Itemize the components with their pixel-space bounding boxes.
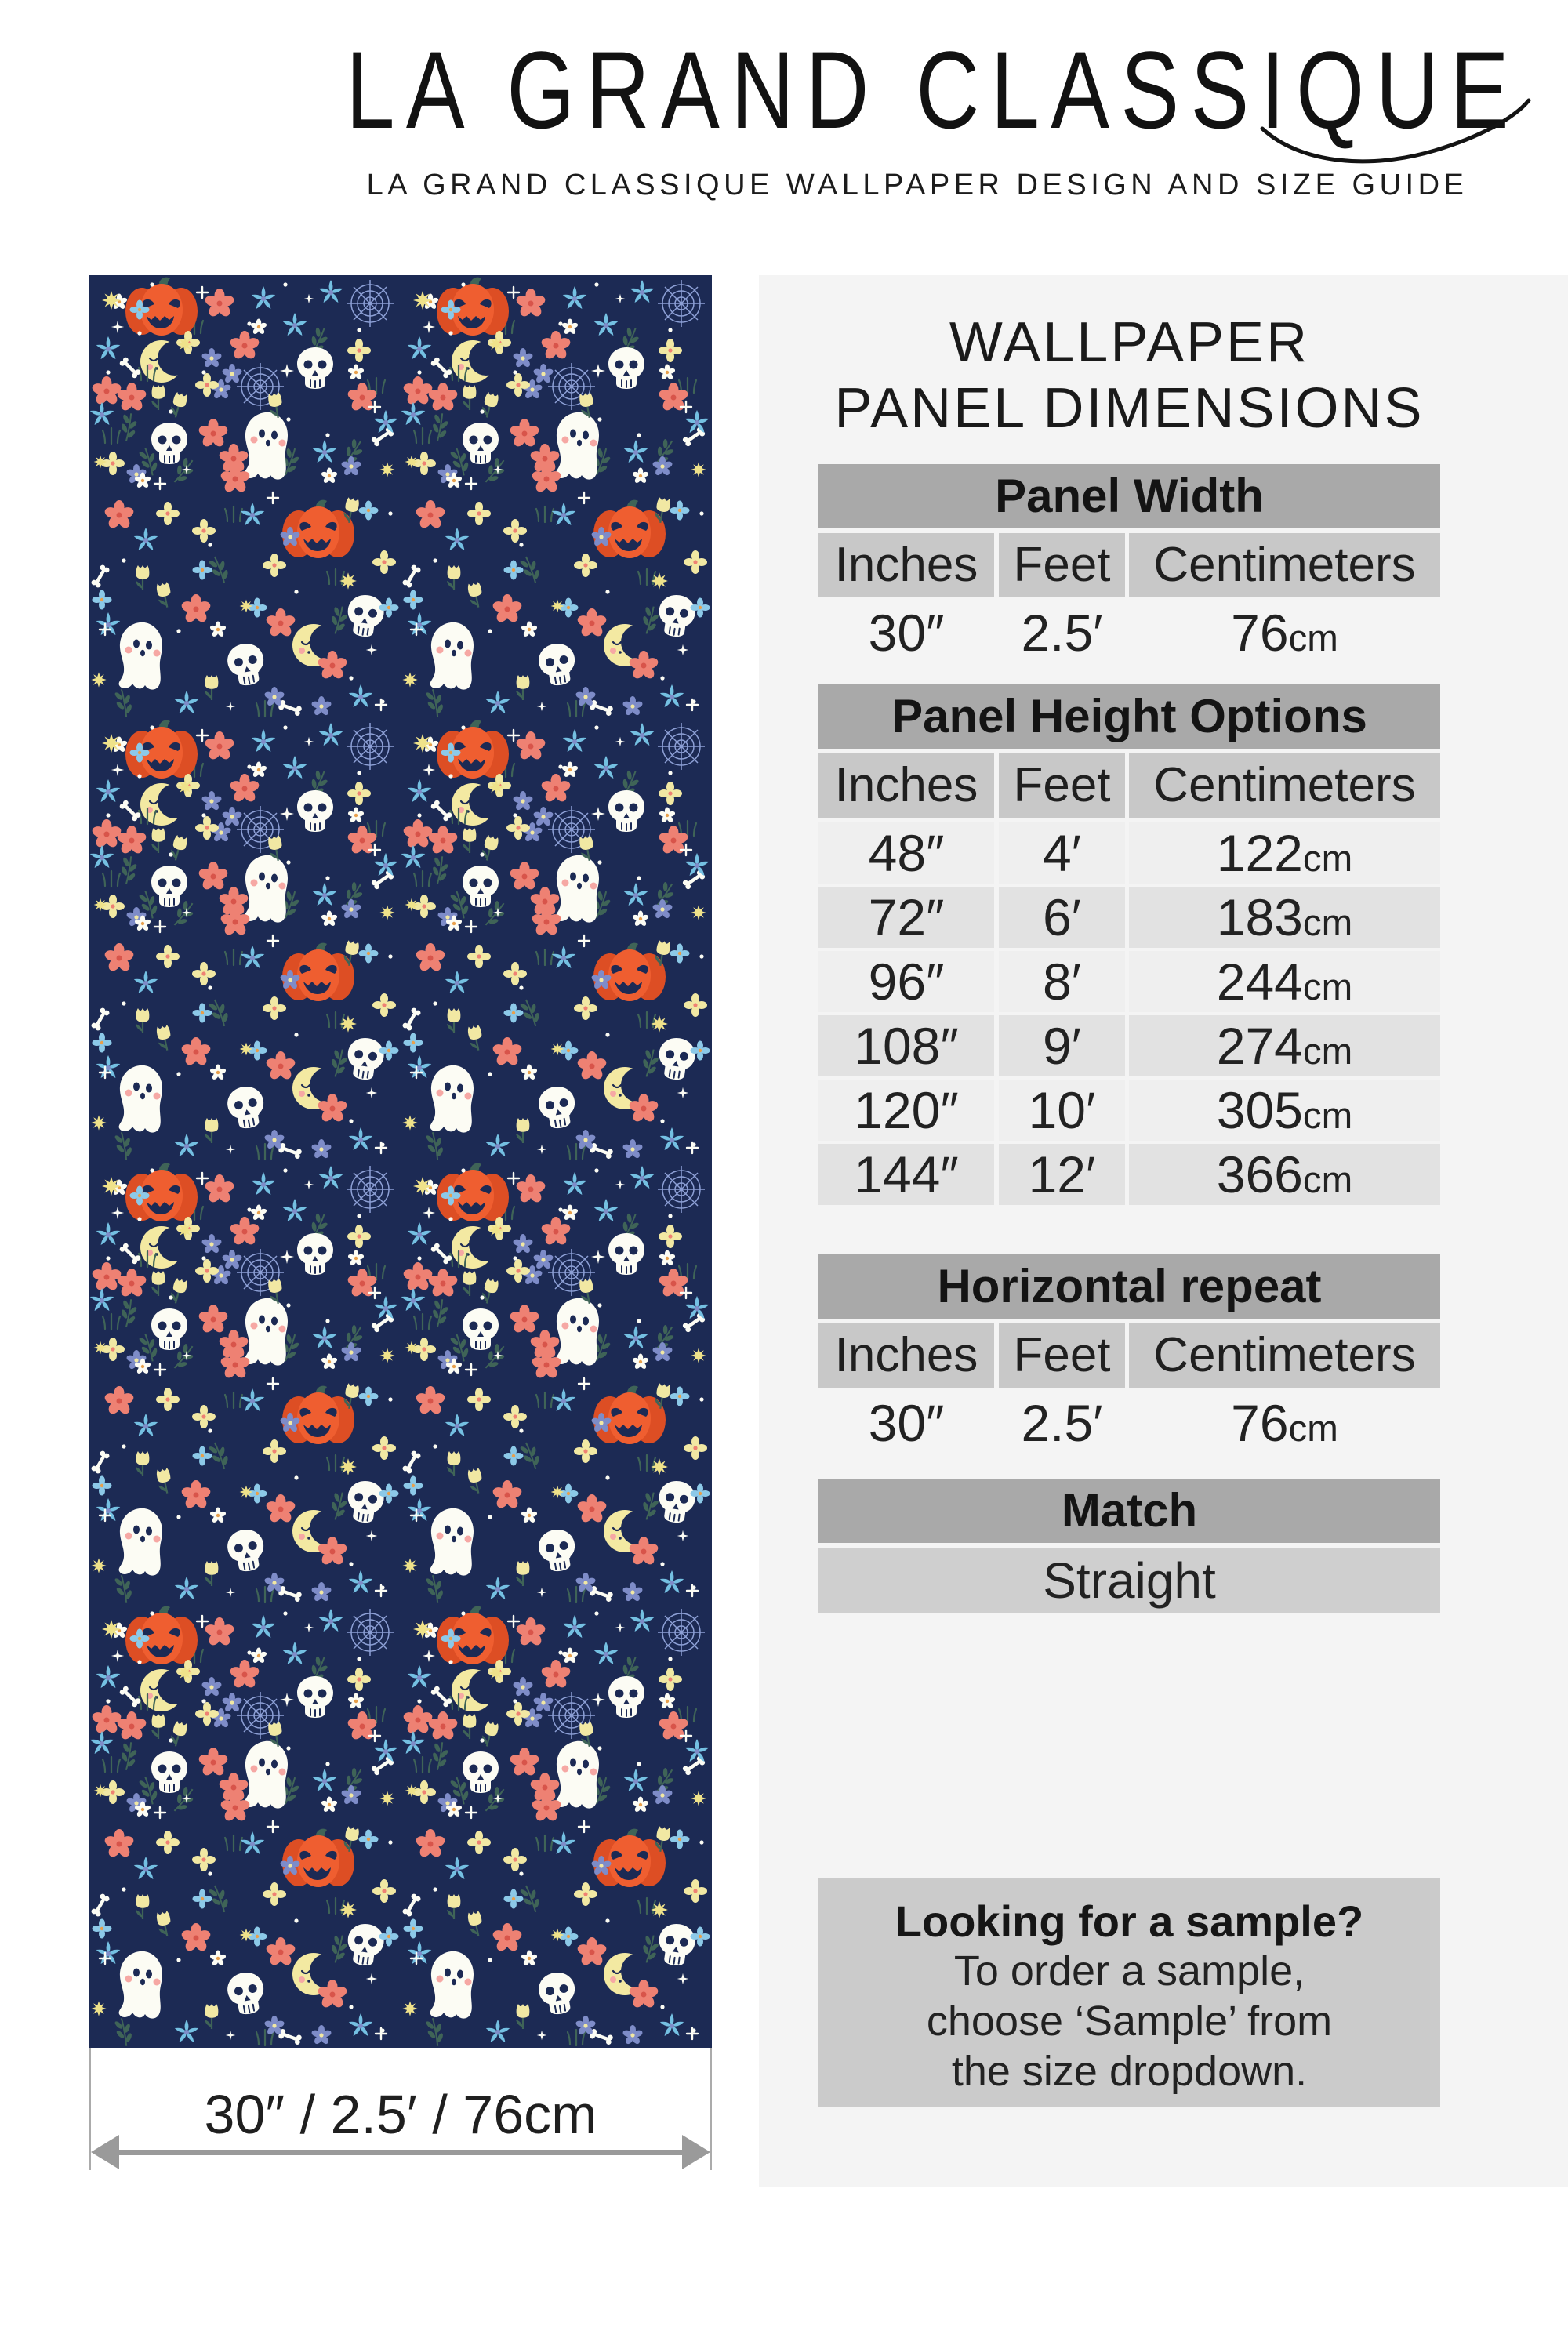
table-cell: 120″: [818, 1080, 994, 1141]
table-cell: 274cm: [1129, 1015, 1440, 1076]
table-row: [818, 887, 1440, 948]
arrow-shaft: [103, 2150, 698, 2155]
brand-subtitle: LA GRAND CLASSIQUE WALLPAPER DESIGN AND SIZE GUIDE: [366, 169, 1468, 201]
sample-box-lines: [818, 1946, 1440, 2096]
table-row: [818, 1548, 1440, 1613]
table-cell: 2.5′: [1021, 1394, 1103, 1452]
column-header-row: [818, 753, 1440, 818]
table-cell: 6′: [999, 887, 1125, 948]
table-cell: 10′: [999, 1080, 1125, 1141]
table-row: [818, 604, 1440, 662]
wallpaper-panel-preview: [89, 275, 712, 2180]
column-header-feet: Feet: [999, 1323, 1125, 1388]
section-panel-width: [818, 464, 1440, 662]
table-row: [818, 1394, 1440, 1452]
panel-width-dimension-label: 30″ / 2.5′ / 76cm: [204, 2084, 597, 2145]
table-cell: 366cm: [1129, 1144, 1440, 1205]
table-cell: 2.5′: [1021, 604, 1103, 662]
halloween-wallpaper-pattern-swatch: [89, 275, 712, 2048]
column-header-row: [818, 1323, 1440, 1388]
sample-box-line: the size dropdown.: [951, 2048, 1308, 2095]
section-title: Horizontal repeat: [818, 1254, 1440, 1319]
table-cell: 30″: [868, 604, 945, 662]
table-cell: 30″: [868, 1394, 945, 1452]
section-title: Panel Height Options: [818, 684, 1440, 749]
table-cell: 96″: [818, 951, 994, 1012]
column-header-centimeters: Centimeters: [1129, 1323, 1440, 1388]
column-header-row: [818, 533, 1440, 597]
section-match: [818, 1479, 1440, 1613]
sample-box-line: choose ‘Sample’ from: [926, 1998, 1333, 2045]
table-cell: 12′: [999, 1144, 1125, 1205]
section-horizontal-repeat: [818, 1254, 1440, 1452]
table-cell: 4′: [999, 822, 1125, 884]
table-cell: 244cm: [1129, 951, 1440, 1012]
sample-box: [818, 1878, 1440, 2107]
table-row: [818, 1015, 1440, 1076]
table-cell: 122cm: [1129, 822, 1440, 884]
column-header-inches: Inches: [818, 533, 994, 597]
table-cell: 48″: [818, 822, 994, 884]
brand-title: LA GRAND CLASSIQUE: [346, 28, 1521, 151]
table-row: [818, 1144, 1440, 1205]
table-cell: 108″: [818, 1015, 994, 1076]
column-header-feet: Feet: [999, 533, 1125, 597]
width-arrow: [91, 2135, 710, 2169]
column-header-centimeters: Centimeters: [1129, 533, 1440, 597]
table-row: [818, 951, 1440, 1012]
arrow-right-head-icon: [682, 2135, 710, 2169]
table-cell: Straight: [818, 1548, 1440, 1613]
table-cell: 76cm: [1231, 604, 1338, 662]
table-cell: 144″: [818, 1144, 994, 1205]
table-row: [818, 1080, 1440, 1141]
table-cell: 9′: [999, 1015, 1125, 1076]
table-cell: 183cm: [1129, 887, 1440, 948]
table-row: [818, 822, 1440, 884]
info-panel: [759, 275, 1568, 2187]
table-cell: 305cm: [1129, 1080, 1440, 1141]
sample-box-line: To order a sample,: [953, 1947, 1305, 1994]
spec-tables: [818, 464, 1440, 1613]
table-cell: 76cm: [1231, 1394, 1338, 1452]
section-title: Panel Width: [818, 464, 1440, 528]
section-title: Match: [818, 1479, 1440, 1543]
column-header-feet: Feet: [999, 753, 1125, 818]
column-header-inches: Inches: [818, 1323, 994, 1388]
column-header-inches: Inches: [818, 753, 994, 818]
table-cell: 8′: [999, 951, 1125, 1012]
table-cell: 72″: [818, 887, 994, 948]
info-heading-line1: WALLPAPER: [949, 311, 1310, 374]
section-panel-height-options: [818, 684, 1440, 1205]
column-header-centimeters: Centimeters: [1129, 753, 1440, 818]
title-swash-flourish-icon: [1254, 96, 1534, 168]
info-heading-line2: PANEL DIMENSIONS: [834, 377, 1425, 440]
sample-box-title: Looking for a sample?: [895, 1896, 1364, 1946]
